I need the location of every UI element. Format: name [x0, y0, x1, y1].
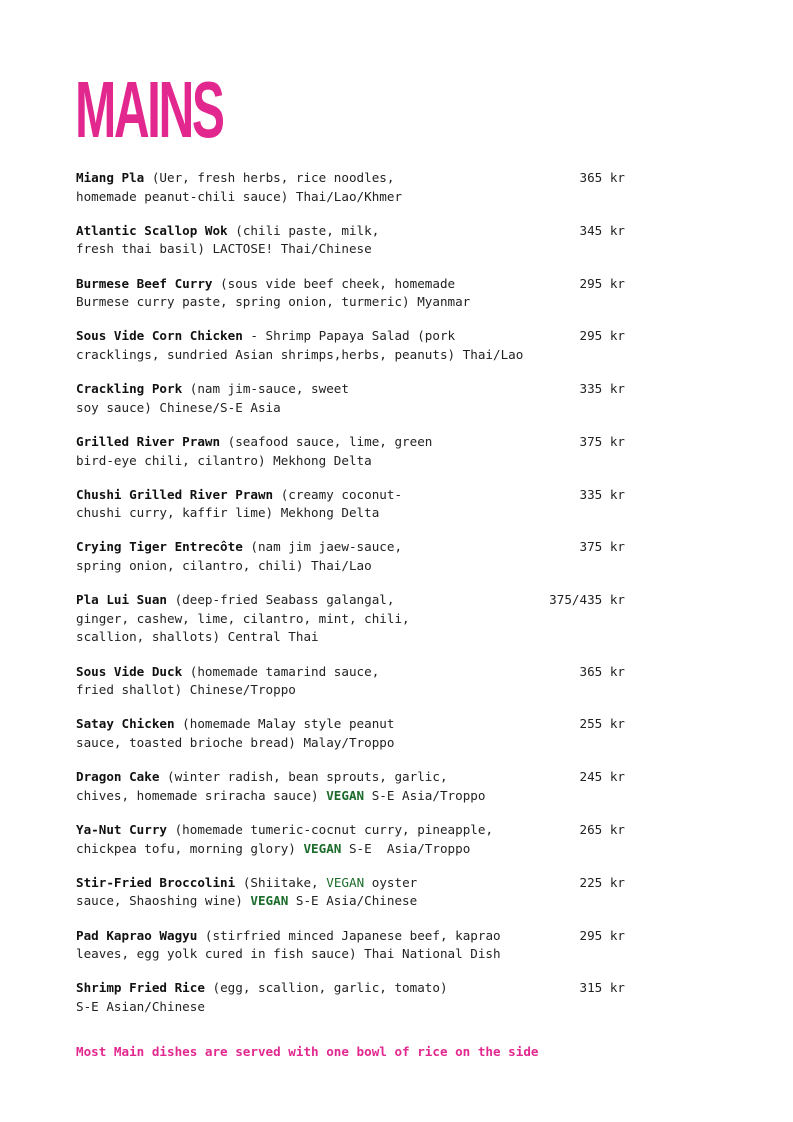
item-description: Chushi Grilled River Prawn (creamy coconut- chushi curry, kaffir lime) Mekhong Delta [76, 486, 403, 521]
item-price: 345 kr [579, 222, 625, 238]
menu-item [76, 927, 636, 964]
item-price: 225 kr [579, 874, 625, 890]
vegan-tag: VEGAN [326, 787, 365, 803]
item-price: 365 kr [579, 170, 625, 185]
item-price: 335 kr [579, 486, 625, 502]
menu-item [76, 874, 636, 911]
menu-item [76, 433, 636, 470]
item-name: Stir-Fried Broccolini [76, 874, 236, 890]
item-price: 365 kr [579, 663, 625, 679]
item-description: Sous Vide Duck (homemade tamarind sauce, fried shallot) Chinese/Troppo [76, 663, 380, 698]
item-name: Sous Vide Corn Chicken [76, 328, 243, 344]
item-description: Dragon Cake (winter radish, bean sprouts, garlic, chives, homemade sriracha sauce) VEGAN S-E Asia/Troppo [76, 769, 486, 803]
item-name: Burmese Beef Curry [76, 275, 213, 291]
menu-item [76, 380, 636, 417]
menu-list [76, 169, 636, 1032]
menu-item [76, 327, 636, 364]
item-description: Satay Chicken (homemade Malay style peanut sauce, toasted brioche bread) Malay/Troppo [76, 716, 395, 750]
item-description: Miang Pla (Uer, fresh herbs, rice noodles, homemade peanut-chili sauce) Thai/Lao/Khmer [76, 170, 403, 204]
item-name: Shrimp Fried Rice [76, 980, 205, 996]
vegan-tag: VEGAN [303, 840, 342, 856]
item-description: Shrimp Fried Rice (egg, scallion, garlic, tomato) S-E Asian/Chinese [76, 980, 448, 1014]
item-name: Crackling Pork [76, 381, 183, 397]
item-price: 255 kr [579, 716, 625, 732]
menu-item [76, 768, 636, 805]
item-price: 295 kr [579, 927, 625, 943]
item-description: Crying Tiger Entrecôte (nam jim jaew-sauce, spring onion, cilantro, chili) Thai/Lao [76, 539, 403, 574]
item-description: Sous Vide Corn Chicken - Shrimp Papaya Salad (pork cracklings, sundried Asian shrimps,herbs, peanuts) Thai/Lao [76, 328, 524, 362]
menu-item [76, 715, 636, 752]
item-description: Pla Lui Suan (deep-fried Seabass galangal, ginger, cashew, lime, cilantro, mint, chili, scallion, shallots) Central Thai [76, 592, 410, 645]
item-price: 335 kr [579, 381, 625, 397]
item-price: 375 kr [579, 539, 625, 555]
menu-item [76, 591, 636, 647]
menu-item [76, 663, 636, 700]
item-name: Atlantic Scallop Wok [76, 222, 228, 238]
vegan-inline-text: VEGAN [326, 874, 365, 890]
item-description: Atlantic Scallop Wok (chili paste, milk, fresh thai basil) LACTOSE! Thai/Chinese [76, 222, 380, 257]
menu-item [76, 169, 636, 206]
item-name: Pla Lui Suan [76, 592, 167, 608]
item-name: Chushi Grilled River Prawn [76, 486, 274, 502]
item-price: 315 kr [579, 980, 625, 996]
menu-item [76, 222, 636, 259]
item-price: 375 kr [579, 433, 625, 449]
page-title: MAINS [75, 65, 223, 154]
item-name: Crying Tiger Entrecôte [76, 539, 243, 555]
item-name: Sous Vide Duck [76, 663, 183, 679]
vegan-tag: VEGAN [250, 893, 289, 909]
item-name: Dragon Cake [76, 769, 160, 785]
item-description: Pad Kaprao Wagyu (stirfried minced Japanese beef, kaprao leaves, egg yolk cured in fish sauce) Thai National Dish [76, 927, 501, 962]
item-name: Pad Kaprao Wagyu [76, 927, 198, 943]
menu-item [76, 821, 636, 858]
item-description: Grilled River Prawn (seafood sauce, lime, green bird-eye chili, cilantro) Mekhong Delta [76, 433, 433, 468]
item-name: Grilled River Prawn [76, 433, 221, 449]
item-price: 295 kr [579, 328, 625, 344]
item-name: Miang Pla [76, 170, 145, 185]
item-name: Ya-Nut Curry [76, 821, 167, 837]
item-description: Crackling Pork (nam jim-sauce, sweet soy sauce) Chinese/S-E Asia [76, 381, 349, 415]
item-price: 295 kr [579, 275, 625, 291]
item-price: 245 kr [579, 769, 625, 785]
item-price: 265 kr [579, 821, 625, 837]
item-name: Satay Chicken [76, 716, 175, 732]
menu-item [76, 979, 636, 1016]
menu-item [76, 486, 636, 523]
menu-item [76, 538, 636, 575]
item-price: 375/435 kr [549, 592, 625, 608]
item-description: Stir-Fried Broccolini (Shiitake, VEGAN oyster sauce, Shaoshing wine) VEGAN S-E Asia/Chinese [76, 874, 418, 909]
menu-item [76, 275, 636, 312]
item-description: Burmese Beef Curry (sous vide beef cheek, homemade Burmese curry paste, spring onion, turmeric) Myanmar [76, 275, 471, 310]
footer-note: Most Main dishes are served with one bowl of rice on the side [76, 1044, 539, 1059]
item-description: Ya-Nut Curry (homemade tumeric-cocnut curry, pineapple, chickpea tofu, morning glory) VEGAN S-E Asia/Troppo [76, 821, 494, 856]
